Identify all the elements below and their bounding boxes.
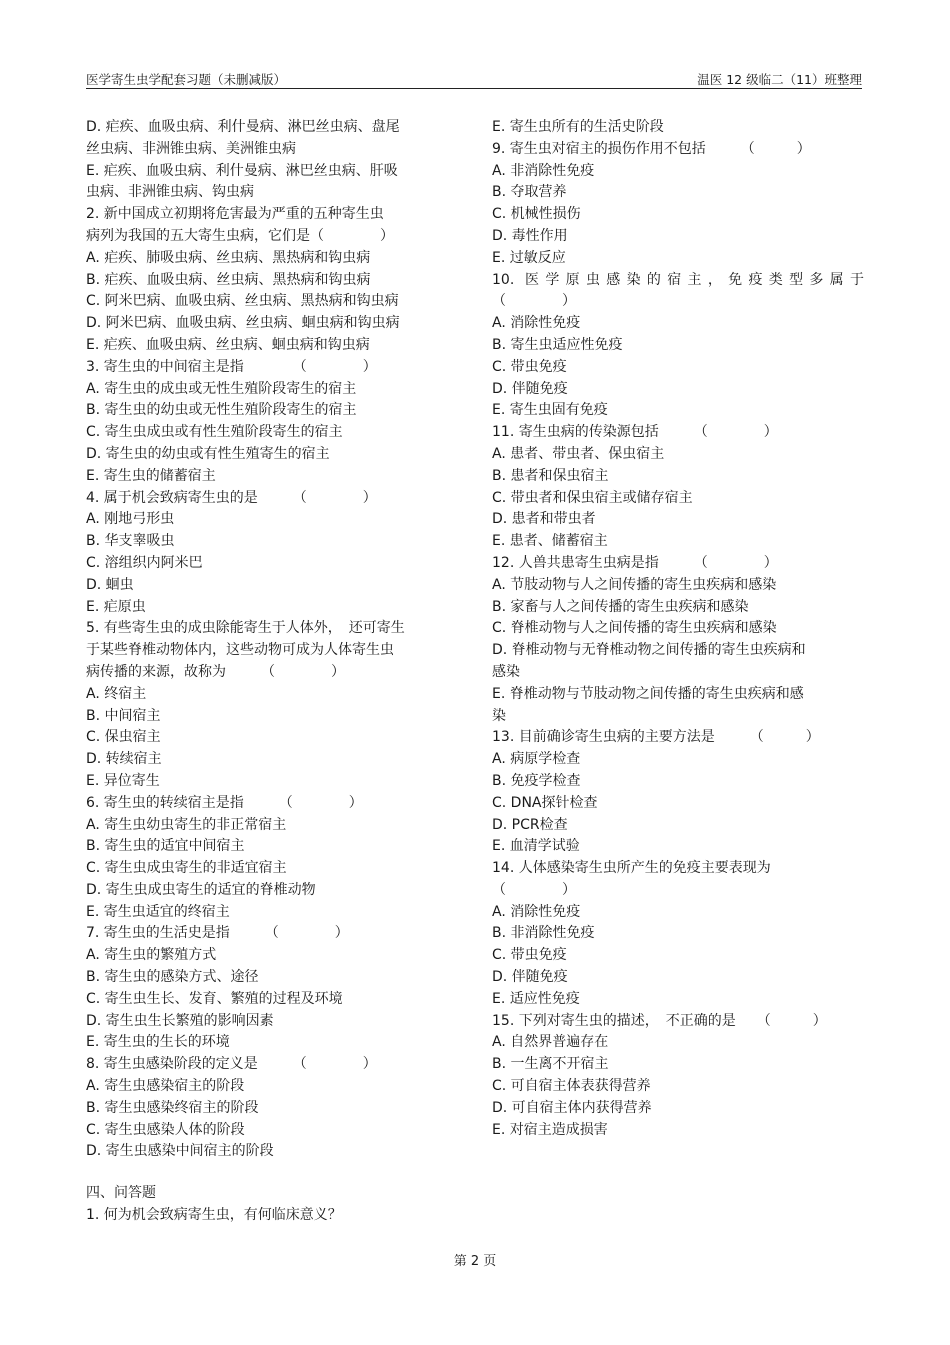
page-header bbox=[86, 70, 862, 89]
question-line: （ ） bbox=[492, 293, 576, 310]
question-line: A. 寄生虫的成虫或无性生殖阶段寄生的宿主 bbox=[86, 380, 357, 397]
question-line: 6. 寄生虫的转续宿主是指 （ ） bbox=[86, 794, 363, 811]
question-line: 11. 寄生虫病的传染源包括 （ ） bbox=[492, 424, 778, 441]
qa-heading: 四、问答题 bbox=[86, 1185, 156, 1201]
question-line: 于某些脊椎动物体内，这些动物可成为人体寄生虫 bbox=[86, 642, 394, 659]
question-line: D. 转续宿主 bbox=[86, 751, 162, 768]
question-line: 丝虫病、非洲锥虫病、美洲锥虫病 bbox=[86, 140, 296, 157]
question-line: D. 脊椎动物与无脊椎动物之间传播的寄生虫疾病和 bbox=[492, 642, 806, 659]
question-line: D. 毒性作用 bbox=[492, 227, 568, 244]
question-line: A. 患者、带虫者、保虫宿主 bbox=[492, 445, 665, 462]
question-line: B. 夺取营养 bbox=[492, 184, 567, 201]
question-line: 10. 医学原虫感染的宿主，免疫类型多属于 bbox=[492, 271, 864, 288]
question-line: 5. 有些寄生虫的成虫除能寄生于人体外， 还可寄生 bbox=[86, 620, 405, 637]
question-line: E. 寄生虫适宜的终宿主 bbox=[86, 903, 230, 920]
question-line: D. 阿米巴病、血吸虫病、丝虫病、蛔虫病和钩虫病 bbox=[86, 315, 400, 332]
question-line: 12. 人兽共患寄生虫病是指 （ ） bbox=[492, 554, 778, 571]
question-line: D. PCR检查 bbox=[492, 816, 568, 833]
question-line: E. 对宿主造成损害 bbox=[492, 1121, 608, 1138]
question-line: D. 蛔虫 bbox=[86, 576, 134, 593]
question-line: 15. 下列对寄生虫的描述， 不正确的是 （ ） bbox=[492, 1012, 827, 1029]
question-line: （ ） bbox=[492, 881, 576, 898]
question-line: C. 可自宿主体表获得营养 bbox=[492, 1078, 651, 1095]
question-line: E. 寄生虫固有免疫 bbox=[492, 402, 608, 419]
question-line: A. 寄生虫感染宿主的阶段 bbox=[86, 1078, 245, 1095]
question-line: 8. 寄生虫感染阶段的定义是 （ ） bbox=[86, 1056, 377, 1073]
question-line: A. 消除性免疫 bbox=[492, 315, 581, 332]
question-line: A. 疟疾、肺吸虫病、丝虫病、黑热病和钩虫病 bbox=[86, 249, 371, 266]
question-line: B. 免疫学检查 bbox=[492, 772, 581, 789]
question-line: C. 寄生虫感染人体的阶段 bbox=[86, 1121, 245, 1138]
question-line: D. 寄生虫感染中间宿主的阶段 bbox=[86, 1143, 274, 1160]
question-line: B. 寄生虫适应性免疫 bbox=[492, 336, 623, 353]
question-line: C. 脊椎动物与人之间传播的寄生虫疾病和感染 bbox=[492, 620, 777, 637]
question-line: B. 一生离不开宿主 bbox=[492, 1056, 609, 1073]
question-line: 病列为我国的五大寄生虫病，它们是（ ） bbox=[86, 227, 394, 244]
question-line: B. 患者和保虫宿主 bbox=[492, 467, 609, 484]
question-line: 虫病、非洲锥虫病、钩虫病 bbox=[86, 184, 254, 201]
question-line: A. 寄生虫幼虫寄生的非正常宿主 bbox=[86, 816, 287, 833]
question-line: A. 终宿主 bbox=[86, 685, 147, 702]
question-line: 7. 寄生虫的生活史是指 （ ） bbox=[86, 925, 349, 942]
question-line: E. 寄生虫的储蓄宿主 bbox=[86, 467, 216, 484]
question-line: C. 寄生虫成虫或有性生殖阶段寄生的宿主 bbox=[86, 424, 343, 441]
question-line: D. 可自宿主体内获得营养 bbox=[492, 1099, 652, 1116]
question-line: C. 机械性损伤 bbox=[492, 206, 581, 223]
question-line: B. 非消除性免疫 bbox=[492, 925, 595, 942]
question-line: B. 疟疾、血吸虫病、丝虫病、黑热病和钩虫病 bbox=[86, 271, 371, 288]
right-column bbox=[492, 117, 864, 1141]
question-line: E. 寄生虫的生长的环境 bbox=[86, 1034, 230, 1051]
question-line: C. 寄生虫成虫寄生的非适宜宿主 bbox=[86, 860, 287, 877]
question-line: E. 脊椎动物与节肢动物之间传播的寄生虫疾病和感 bbox=[492, 685, 804, 702]
header-class-info: 温医 12 级临二（11）班整理 bbox=[697, 72, 862, 87]
question-line: C. 带虫者和保虫宿主或储存宿主 bbox=[492, 489, 693, 506]
page-number: 第 2 页 bbox=[453, 1254, 497, 1269]
question-line: E. 异位寄生 bbox=[86, 772, 160, 789]
question-line: 病传播的来源，故称为 （ ） bbox=[86, 663, 345, 680]
question-line: 13. 目前确诊寄生虫病的主要方法是 （ ） bbox=[492, 729, 820, 746]
question-line: C. 保虫宿主 bbox=[86, 729, 161, 746]
question-line: 2. 新中国成立初期将危害最为严重的五种寄生虫 bbox=[86, 206, 384, 223]
question-line: A. 自然界普遍存在 bbox=[492, 1034, 609, 1051]
question-line: 14. 人体感染寄生虫所产生的免疫主要表现为 bbox=[492, 860, 771, 877]
question-line: E. 适应性免疫 bbox=[492, 990, 580, 1007]
question-line: 3. 寄生虫的中间宿主是指 （ ） bbox=[86, 358, 377, 375]
question-line: D. 寄生虫成虫寄生的适宜的脊椎动物 bbox=[86, 881, 316, 898]
question-line: E. 血清学试验 bbox=[492, 838, 580, 855]
question-line: E. 疟原虫 bbox=[86, 598, 146, 615]
header-title: 医学寄生虫学配套习题（未删减版） bbox=[86, 72, 287, 87]
question-line: C. DNA探针检查 bbox=[492, 794, 598, 811]
question-line: E. 疟疾、血吸虫病、利什曼病、淋巴丝虫病、肝吸 bbox=[86, 162, 398, 179]
question-line: D. 患者和带虫者 bbox=[492, 511, 596, 528]
question-line: D. 寄生虫生长繁殖的影响因素 bbox=[86, 1012, 274, 1029]
question-line: A. 刚地弓形虫 bbox=[86, 511, 175, 528]
question-line: E. 寄生虫所有的生活史阶段 bbox=[492, 119, 664, 135]
question-line: C. 带虫免疫 bbox=[492, 358, 567, 375]
question-line: B. 寄生虫感染终宿主的阶段 bbox=[86, 1099, 259, 1116]
left-column bbox=[86, 117, 458, 1163]
question-line: C. 溶组织内阿米巴 bbox=[86, 554, 203, 571]
qa-section bbox=[86, 1183, 342, 1227]
question-line: B. 寄生虫的感染方式、途径 bbox=[86, 969, 259, 986]
question-line: D. 伴随免疫 bbox=[492, 380, 568, 397]
question-line: B. 寄生虫的幼虫或无性生殖阶段寄生的宿主 bbox=[86, 402, 357, 419]
question-line: D. 伴随免疫 bbox=[492, 969, 568, 986]
question-line: C. 寄生虫生长、发育、繁殖的过程及环境 bbox=[86, 990, 343, 1007]
question-line: D. 寄生虫的幼虫或有性生殖寄生的宿主 bbox=[86, 445, 330, 462]
question-line: 4. 属于机会致病寄生虫的是 （ ） bbox=[86, 489, 377, 506]
question-line: C. 阿米巴病、血吸虫病、丝虫病、黑热病和钩虫病 bbox=[86, 293, 399, 310]
question-line: 9. 寄生虫对宿主的损伤作用不包括 （ ） bbox=[492, 140, 811, 157]
question-line: A. 节肢动物与人之间传播的寄生虫疾病和感染 bbox=[492, 576, 777, 593]
question-line: B. 寄生虫的适宜中间宿主 bbox=[86, 838, 245, 855]
question-line: D. 疟疾、血吸虫病、利什曼病、淋巴丝虫病、盘尾 bbox=[86, 119, 400, 135]
qa-question-1: 1. 何为机会致病寄生虫，有何临床意义？ bbox=[86, 1206, 342, 1223]
question-line: B. 华支睾吸虫 bbox=[86, 533, 175, 550]
question-line: B. 家畜与人之间传播的寄生虫疾病和感染 bbox=[492, 598, 749, 615]
question-line: E. 疟疾、血吸虫病、丝虫病、蛔虫病和钩虫病 bbox=[86, 336, 370, 353]
question-line: C. 带虫免疫 bbox=[492, 947, 567, 964]
question-line: E. 过敏反应 bbox=[492, 249, 566, 266]
question-line: A. 寄生虫的繁殖方式 bbox=[86, 947, 217, 964]
question-line: 感染 bbox=[492, 663, 520, 680]
question-line: A. 消除性免疫 bbox=[492, 903, 581, 920]
question-line: B. 中间宿主 bbox=[86, 707, 161, 724]
question-line: 染 bbox=[492, 707, 506, 724]
question-line: A. 病原学检查 bbox=[492, 751, 581, 768]
question-line: E. 患者、储蓄宿主 bbox=[492, 533, 608, 550]
question-line: A. 非消除性免疫 bbox=[492, 162, 595, 179]
